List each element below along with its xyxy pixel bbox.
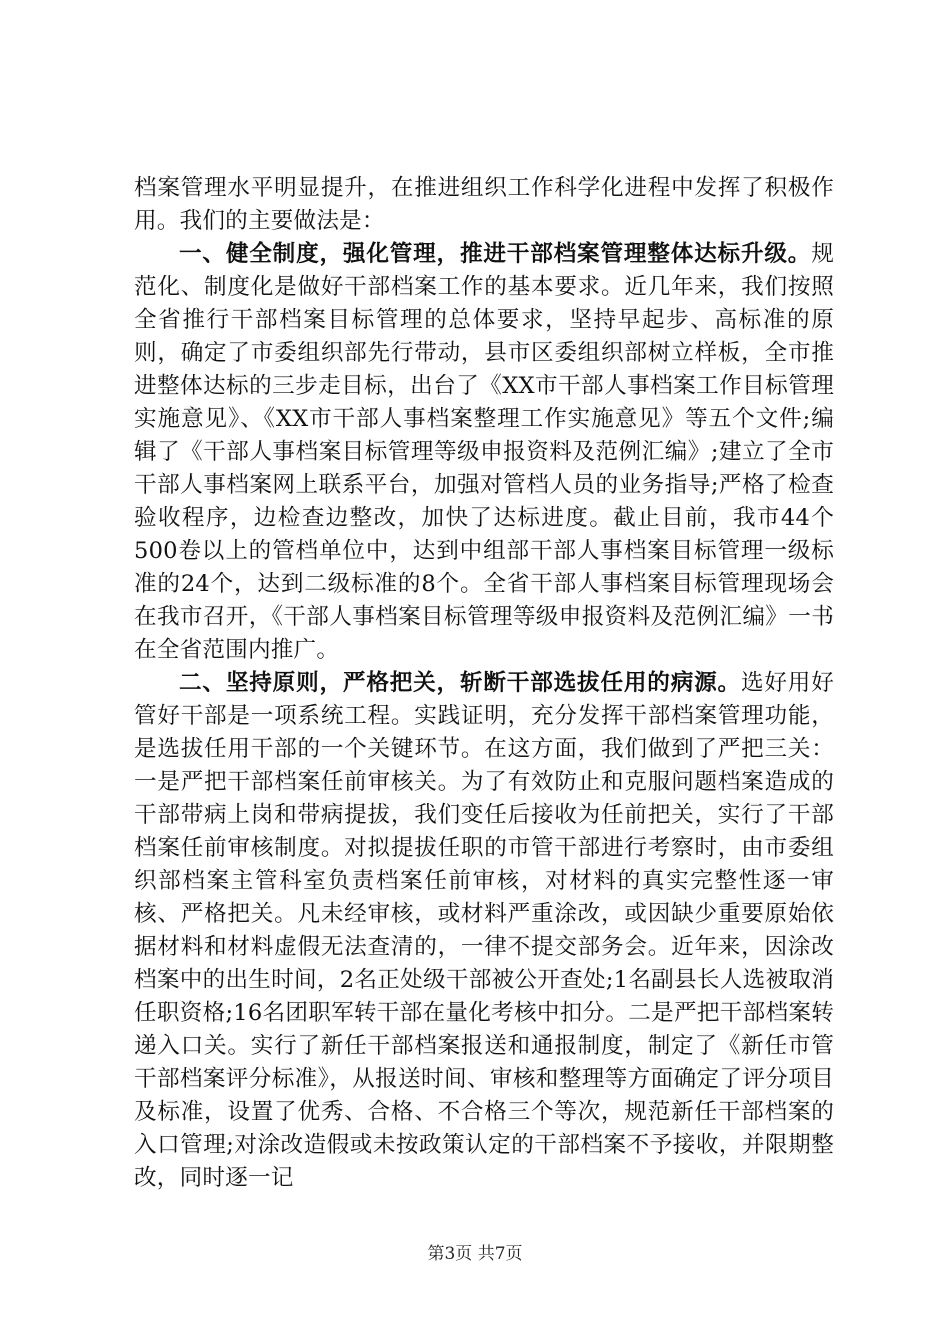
paragraph-text: 档案管理水平明显提升，在推进组织工作科学化进程中发挥了积极作用。我们的主要做法是： bbox=[134, 175, 834, 234]
paragraph-text: 规范化、制度化是做好干部档案工作的基本要求。近几年来，我们按照全省推行干部档案目标管理的总体要求，坚持早起步、高标准的原则，确定了市委组织部先行带动，县市区委组织部树立样板，全市推进整体达标的三步走目标，出台了《XX市干部人事档案工作目标管理实施意见》、《XX市干部人事档案整理工作实施意见》等五个文件;编辑了《干部人事档案目标管理等级申报资料及范例汇编》;建立了全市干部人事档案网上联系平台，加强对管档人员的业务指导;严格了检查验收程序，边检查边整改，加快了达标进度。截止目前，我市44个500卷以上的管档单位中，达到中组部干部人事档案目标管理一级标准的24个，达到二级标准的8个。全省干部人事档案目标管理现场会在我市召开，《干部人事档案目标管理等级申报资料及范例汇编》一书在全省范围内推广。 bbox=[134, 241, 834, 663]
paragraph-continuation bbox=[134, 172, 834, 238]
paragraph-section-two bbox=[134, 667, 834, 1195]
paragraph-text: 选好用好管好干部是一项系统工程。实践证明，充分发挥干部档案管理功能，是选拔任用干部的一个关键环节。在这方面，我们做到了严把三关：一是严把干部档案任前审核关。为了有效防止和克服问题档案造成的干部带病上岗和带病提拔，我们变任后接收为任前把关，实行了干部档案任前审核制度。对拟提拔任职的市管干部进行考察时，由市委组织部档案主管科室负责档案任前审核，对材料的真实完整性逐一审核、严格把关。凡未经审核，或材料严重涂改，或因缺少重要原始依据材料和材料虚假无法查清的，一律不提交部务会。近年来，因涂改档案中的出生时间，2名正处级干部被公开查处;1名副县长人选被取消任职资格;16名团职军转干部在量化考核中扣分。二是严把干部档案转递入口关。实行了新任干部档案报送和通报制度，制定了《新任市管干部档案评分标准》，从报送时间、审核和整理等方面确定了评分项目及标准，设置了优秀、合格、不合格三个等次，规范新任干部档案的入口管理;对涂改造假或未按政策认定的干部档案不予接收，并限期整改，同时逐一记 bbox=[134, 670, 834, 1191]
page-number: 第3页 共7页 bbox=[427, 1244, 523, 1264]
paragraph-section-one bbox=[134, 238, 834, 667]
section-heading: 一、健全制度，强化管理，推进干部档案管理整体达标升级。 bbox=[179, 241, 812, 267]
page-footer bbox=[0, 1244, 950, 1264]
section-heading: 二、坚持原则，严格把关，斩断干部选拔任用的病源。 bbox=[179, 670, 741, 696]
document-body bbox=[134, 172, 834, 1195]
